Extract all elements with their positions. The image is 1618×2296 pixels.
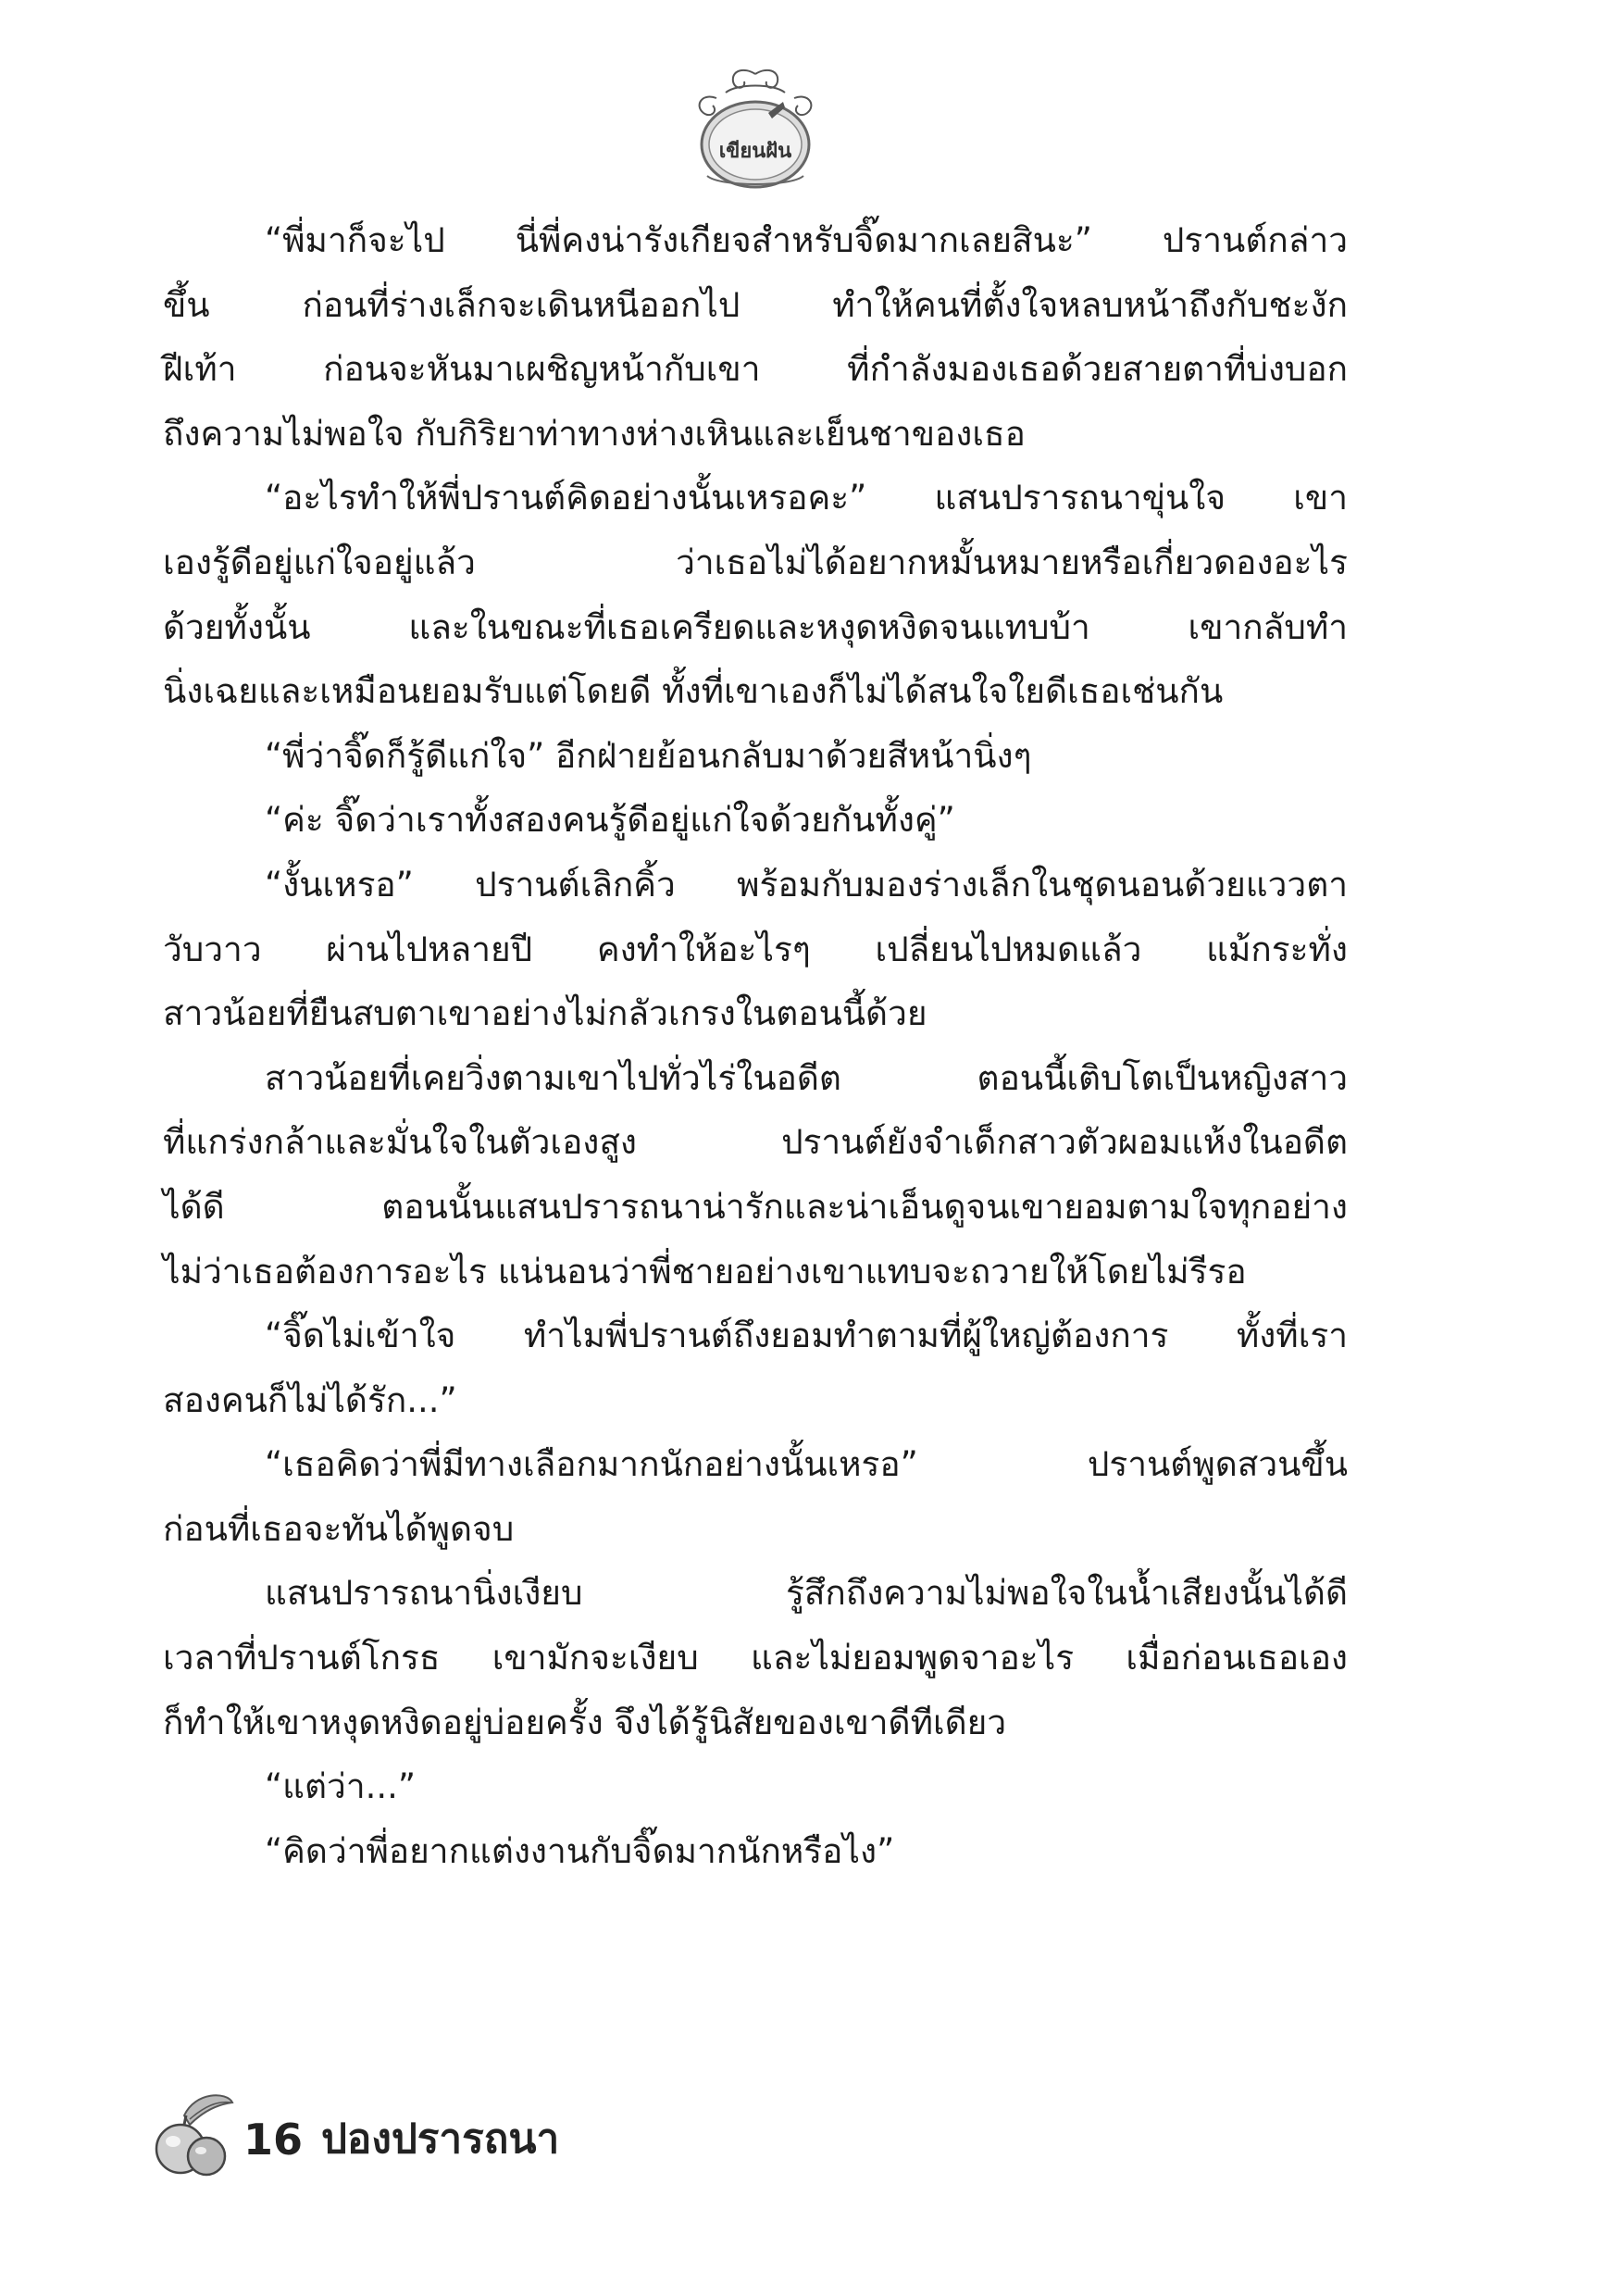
text-line: แสนปรารถนานิ่งเงียบ รู้สึกถึงความไม่พอใจในน้ำเสียงนั้นได้ดี xyxy=(265,1573,1348,1614)
text-line: ก็ทำให้เขาหงุดหงิดอยู่บ่อยครั้ง จึงได้รู้นิสัยของเขาดีทีเดียว xyxy=(163,1702,1007,1742)
text-line: ที่แกร่งกล้าและมั่นใจในตัวเองสูง ปรานต์ยังจำเด็กสาวตัวผอมแห้งในอดีต xyxy=(163,1122,1348,1163)
text-line: “แต่ว่า...” xyxy=(265,1766,417,1807)
text-line: ไม่ว่าเธอต้องการอะไร แน่นอนว่าพี่ชายอย่างเขาแทบจะถวายให้โดยไม่รีรอ xyxy=(163,1251,1247,1292)
paragraph xyxy=(163,1046,1348,1304)
mango-fruit-icon xyxy=(153,2088,236,2180)
text-line: วับวาว ผ่านไปหลายปี คงทำให้อะไรๆ เปลี่ยนไปหมดแล้ว แม้กระทั่ง xyxy=(163,929,1348,969)
text-line: “พี่มาก็จะไป นี่พี่คงน่ารังเกียจสำหรับจิ๊ดมากเลยสินะ” ปรานต์กล่าว xyxy=(265,220,1348,260)
paragraph xyxy=(163,724,1348,789)
body-text xyxy=(163,208,1348,1883)
text-line: “คิดว่าพี่อยากแต่งงานกับจิ๊ดมากนักหรือไง” xyxy=(265,1830,895,1871)
paragraph xyxy=(163,1819,1348,1884)
svg-text:เขียนฝัน: เขียนฝัน xyxy=(718,139,792,163)
paragraph xyxy=(163,1432,1348,1561)
text-line: “เธอคิดว่าพี่มีทางเลือกมากนักอย่างนั้นเหรอ” ปรานต์พูดสวนขึ้น xyxy=(265,1444,1348,1485)
paragraph xyxy=(163,208,1348,466)
text-line: นิ่งเฉยและเหมือนยอมรับแต่โดยดี ทั้งที่เขาเองก็ไม่ได้สนใจใยดีเธอเช่นกัน xyxy=(163,671,1224,712)
text-line: ขึ้น ก่อนที่ร่างเล็กจะเดินหนีออกไป ทำให้คนที่ตั้งใจหลบหน้าถึงกับชะงัก xyxy=(163,284,1348,325)
book-title: ปองปรารถนา xyxy=(321,2115,560,2163)
paragraph xyxy=(163,853,1348,1046)
text-line: เองรู้ดีอยู่แก่ใจอยู่แล้ว ว่าเธอไม่ได้อยากหมั้นหมายหรือเกี่ยวดองอะไร xyxy=(163,542,1348,582)
paragraph xyxy=(163,1754,1348,1819)
text-line: สาวน้อยที่ยืนสบตาเขาอย่างไม่กลัวเกรงในตอนนี้ด้วย xyxy=(163,993,927,1034)
text-line: “ค่ะ จิ๊ดว่าเราทั้งสองคนรู้ดีอยู่แก่ใจด้วยกันทั้งคู่” xyxy=(265,800,955,841)
text-line: ฝีเท้า ก่อนจะหันมาเผชิญหน้ากับเขา ที่กำลังมองเธอด้วยสายตาที่บ่งบอก xyxy=(163,349,1348,390)
paragraph xyxy=(163,1561,1348,1754)
text-line: ก่อนที่เธอจะทันได้พูดจบ xyxy=(163,1508,515,1549)
paragraph xyxy=(163,466,1348,723)
text-line: สองคนก็ไม่ได้รัก...” xyxy=(163,1379,457,1420)
text-line: สาวน้อยที่เคยวิ่งตามเขาไปทั่วไร่ในอดีต ตอนนี้เติบโตเป็นหญิงสาว xyxy=(265,1057,1348,1098)
text-line: “งั้นเหรอ” ปรานต์เลิกคิ้ว พร้อมกับมองร่างเล็กในชุดนอนด้วยแววตา xyxy=(265,864,1348,905)
page-number: 16 xyxy=(243,2115,304,2165)
text-line: เวลาที่ปรานต์โกรธ เขามักจะเงียบ และไม่ยอมพูดจาอะไร เมื่อก่อนเธอเอง xyxy=(163,1638,1348,1678)
text-line: ถึงความไม่พอใจ กับกิริยาท่าทางห่างเหินและเย็นชาของเธอ xyxy=(163,413,1026,454)
text-line: ได้ดี ตอนนั้นแสนปรารถนาน่ารักและน่าเอ็นดูจนเขายอมตามใจทุกอย่าง xyxy=(163,1186,1348,1227)
header-ornament-logo-icon xyxy=(679,65,831,193)
paragraph xyxy=(163,788,1348,853)
text-line: “อะไรทำให้พี่ปรานต์คิดอย่างนั้นเหรอคะ” แสนปรารถนาขุ่นใจ เขา xyxy=(265,478,1348,518)
text-line: ด้วยทั้งนั้น และในขณะที่เธอเครียดและหงุดหงิดจนแทบบ้า เขากลับทำ xyxy=(163,606,1348,647)
text-line: “พี่ว่าจิ๊ดก็รู้ดีแก่ใจ” อีกฝ่ายย้อนกลับมาด้วยสีหน้านิ่งๆ xyxy=(265,735,1032,776)
page-footer xyxy=(153,2088,801,2180)
paragraph xyxy=(163,1304,1348,1432)
text-line: “จิ๊ดไม่เข้าใจ ทำไมพี่ปรานต์ถึงยอมทำตามที่ผู้ใหญ่ต้องการ ทั้งที่เรา xyxy=(265,1316,1348,1356)
